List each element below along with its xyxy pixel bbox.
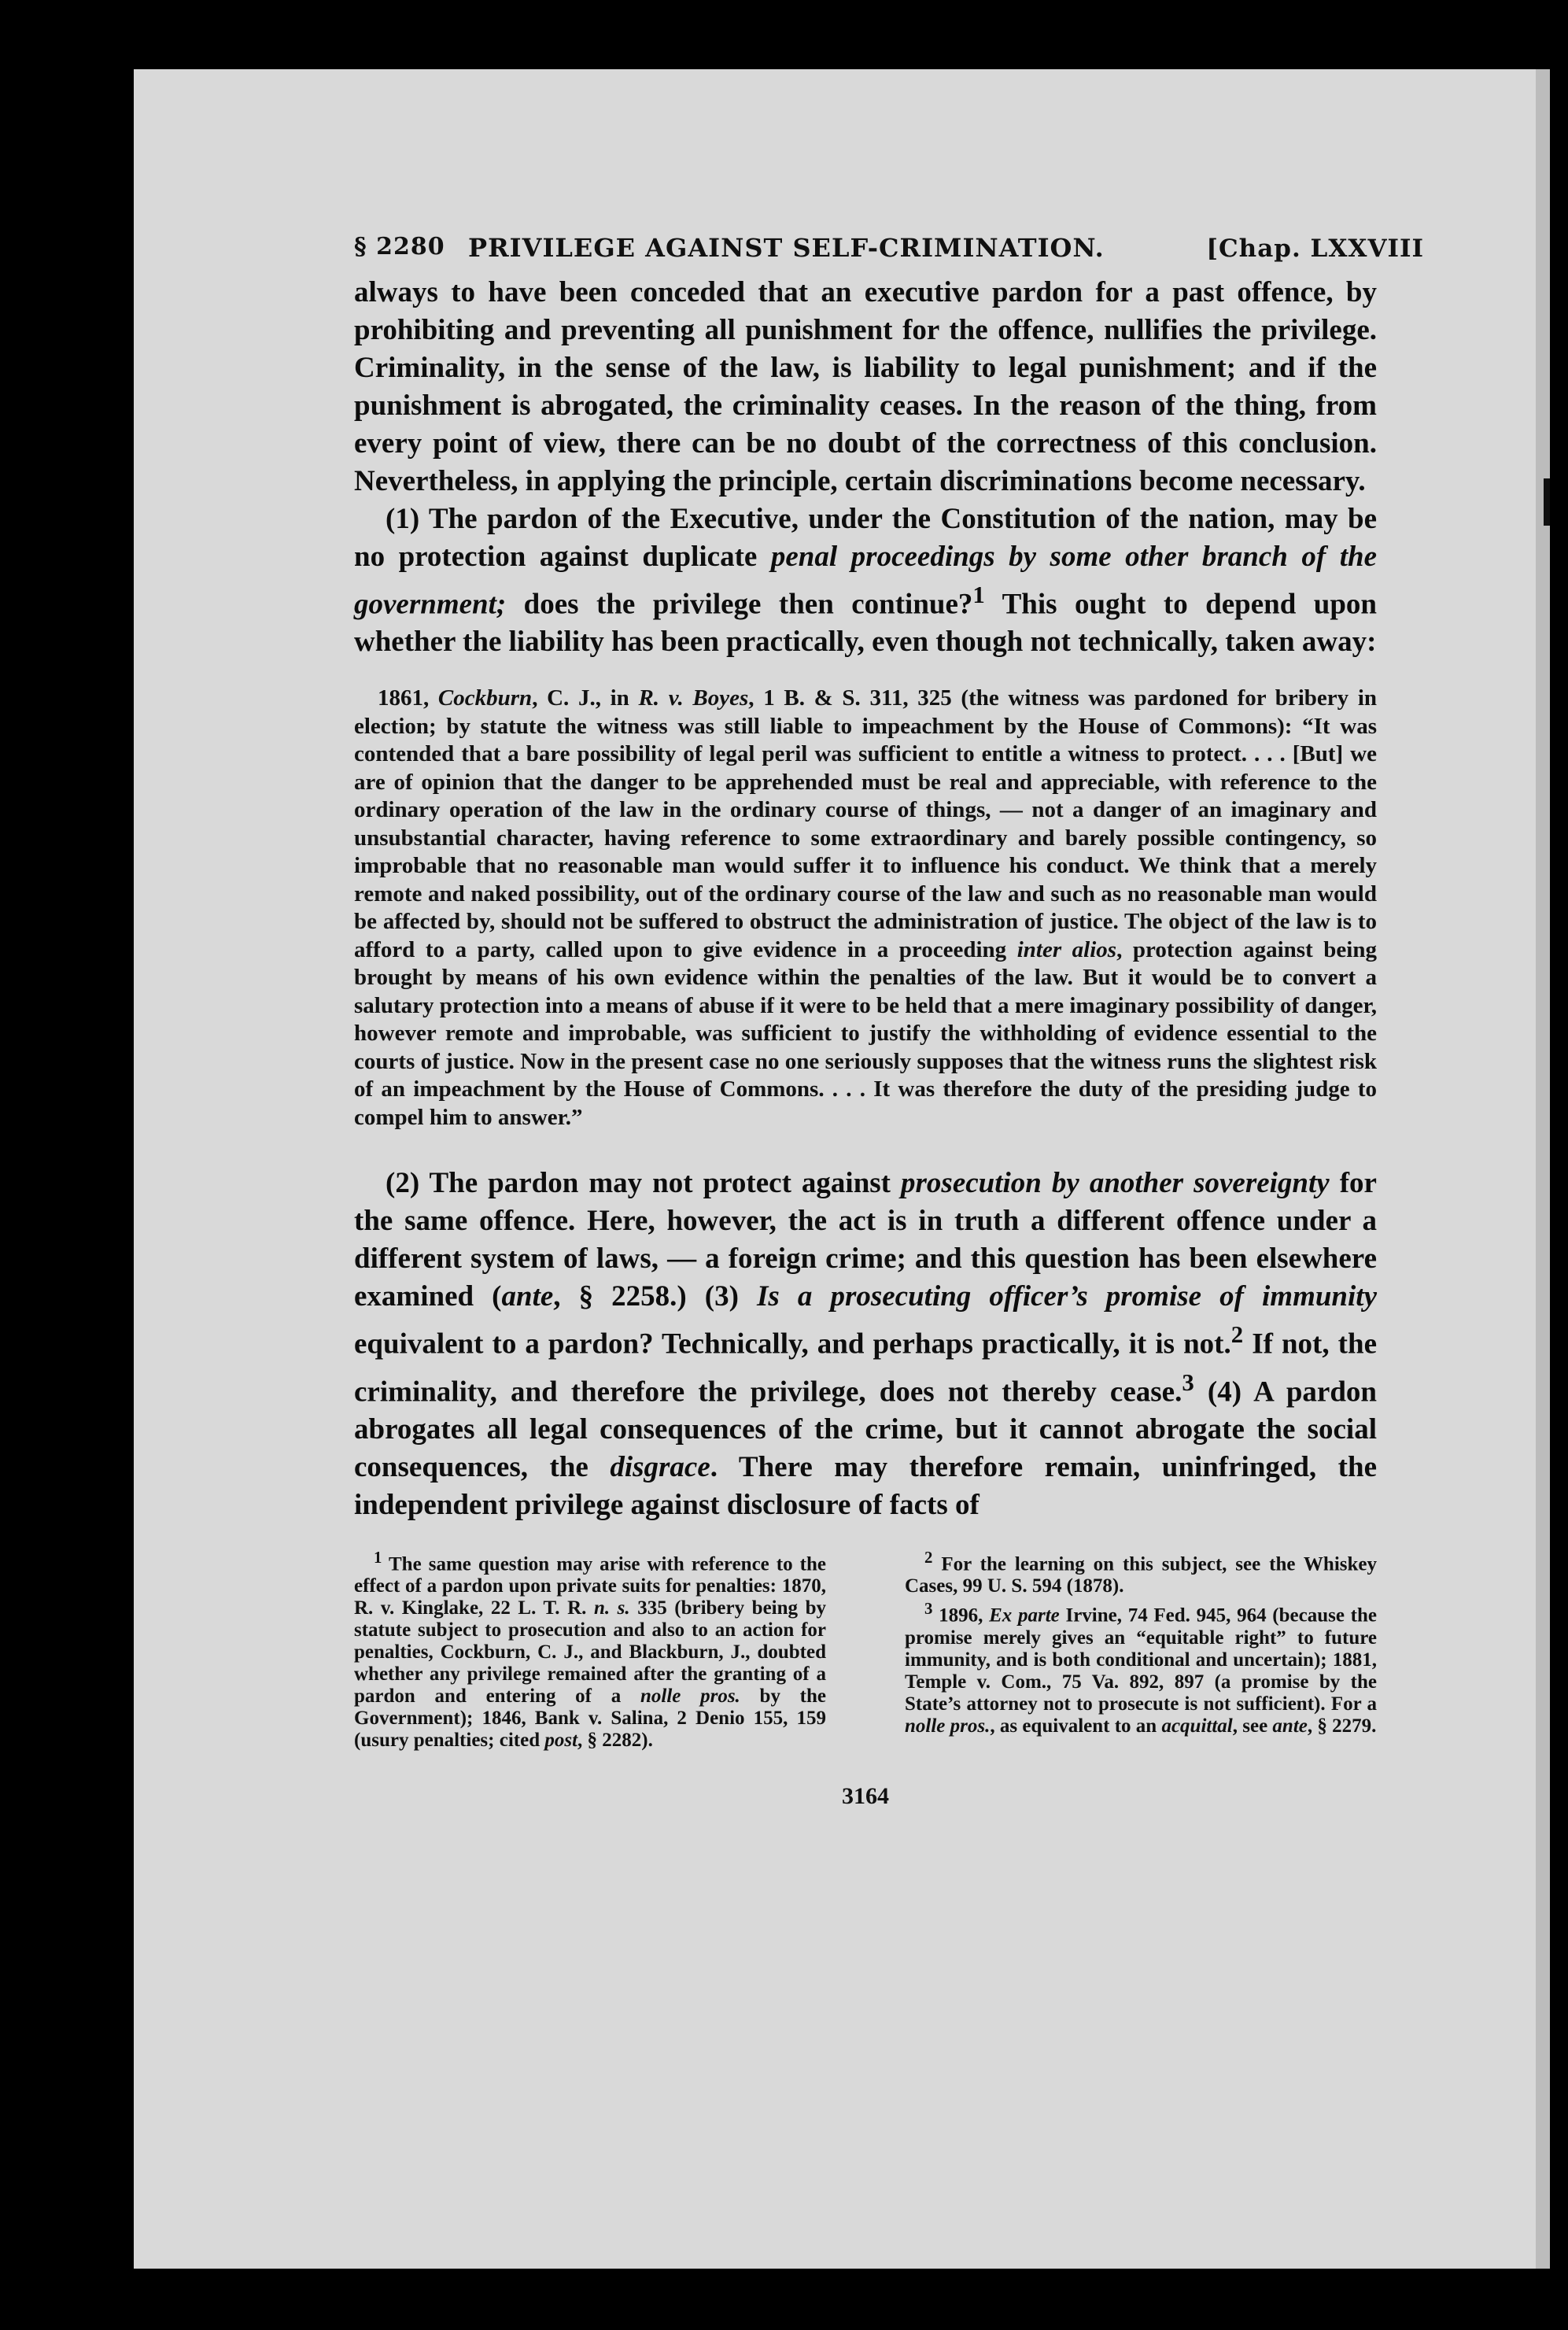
text-span: This ought to depend upon whether the liability has been practically, even though not technically, taken away: bbox=[354, 588, 1377, 659]
text-span: Irvine, 74 Fed. 945, 964 (because the promise merely gives an “equitable right” to future immunity, and is both conditional and uncertain); 1881, Temple v. Com., 75 Va. 892, 897 (a promise by the State’s attorney not to prosecute is not sufficient). For a bbox=[905, 1604, 1377, 1715]
italic-disgrace: disgrace bbox=[610, 1450, 710, 1483]
footnotes bbox=[354, 1546, 1377, 1752]
text-span: by the Government); 1846, Bank v. Salina, 2 Denio 155, 159 (usury penalties; cited bbox=[354, 1686, 827, 1752]
footnote-ref-2: 2 bbox=[1230, 1321, 1244, 1349]
italic-phrase: Is a prosecuting officer’s promise of immunity bbox=[757, 1280, 1377, 1313]
text-span: 1861, bbox=[378, 685, 438, 711]
text-span: (2) The pardon may not protect against bbox=[386, 1167, 902, 1200]
text-span: equivalent to a pardon? Technically, and perhaps practically, it is not. bbox=[354, 1327, 1231, 1361]
text-span: , 1 B. & S. 311, 325 (the witness was pardoned for bribery in election; by statute the witness was still liable to impeachment by the House of Commons): “It was contended that a bare possibility of legal peril was sufficient to entitle a witness to protect. . . . [But] we are of opinion that the danger to be apprehended must be real and appreciable, with reference to the ordinary operation of the law in the ordinary course of things, — not a danger of an imaginary and unsubstantial character, having reference to some extraordinary and barely possible contingency, so improbable that no reasonable man would suffer it to influence his conduct. We think that a merely remote and naked possibility, out of the ordinary course of the law and such as no reasonable man would be affected by, should not be suffered to obstruct the administration of justice. The object of the law is to afford to a party, called upon to give evidence in a proceeding bbox=[354, 685, 1377, 962]
page-edge-shadow bbox=[1536, 69, 1550, 2269]
text-span: for the same offence. Here, however, the act is in truth a different offence under a different system of laws, — a foreign crime; and this question has been elsewhere examined ( bbox=[354, 1167, 1377, 1313]
italic-abbrev: ante bbox=[1272, 1715, 1308, 1737]
italic-abbrev: nolle pros. bbox=[905, 1715, 991, 1737]
section-number: § 2280 bbox=[354, 233, 445, 260]
footnote-1 bbox=[354, 1546, 826, 1752]
text-span: , as equivalent to an bbox=[990, 1715, 1162, 1737]
page-number: 3164 bbox=[842, 1783, 889, 1810]
body-paragraph-3 bbox=[354, 1165, 1377, 1524]
page-edge-mark bbox=[1544, 478, 1550, 526]
italic-phrase: penal proceedings by some other branch of the government; bbox=[354, 541, 1377, 621]
italic-abbrev: Ex parte bbox=[989, 1604, 1060, 1627]
chapter-label: [Chap. LXXVIII bbox=[1206, 234, 1424, 263]
footnote-ref-3: 3 bbox=[1182, 1368, 1194, 1396]
footnote-ref-1: 1 bbox=[972, 582, 985, 608]
text-span: (1) The pardon of the Executive, under the Constitution of the nation, may be no protection against duplicate bbox=[354, 503, 1377, 573]
text-span: . There may therefore remain, uninfringed, the independent privilege against disclosure of facts of bbox=[354, 1450, 1378, 1521]
italic-phrase: prosecution by another sovereignty bbox=[901, 1167, 1330, 1200]
text-span: does the privilege then continue? bbox=[506, 588, 973, 621]
italic-abbrev: post bbox=[544, 1730, 578, 1752]
text-span: The same question may arise with reference to the effect of a pardon upon private suits for penalties: 1870, R. v. Kinglake, 22 L. T. R. bbox=[354, 1553, 826, 1619]
block-quotation bbox=[354, 685, 1377, 1132]
footnote-3 bbox=[905, 1597, 1377, 1737]
page-content bbox=[354, 227, 1424, 1810]
text-span: 1896, bbox=[932, 1604, 990, 1627]
text-span: 335 (bribery being by statute subject to prosecution and also to an action for penalties, Cockburn, C. J., and Blackburn, J., doubted whether any privilege remained after the granting of a pardon and entering of a bbox=[354, 1597, 827, 1708]
body-paragraph-2 bbox=[354, 500, 1377, 661]
text-span: , protection against being brought by means of his own evidence within the penalties of the law. But it would be to convert a salutary protection into a means of abuse if it were to be held that a mere imaginary possibility of danger, however remote and improbable, was sufficient to justify the withholding of evidence essential to the courts of justice. Now in the present case no one seriously supposes that the witness runs the slightest risk of an impeachment by the House of Commons. . . . It was therefore the duty of the presiding judge to compel him to answer.” bbox=[354, 936, 1377, 1130]
text-span: , see bbox=[1232, 1715, 1273, 1737]
italic-ante: ante bbox=[501, 1280, 554, 1313]
italic-abbrev: n. s. bbox=[593, 1597, 630, 1619]
text-span: , § 2258.) (3) bbox=[553, 1280, 758, 1313]
body-paragraph-1: always to have been conceded that an executive pardon for a past offence, by prohibiting and preventing all punishment for the offence, nullifies the privilege. Criminality, in the sense of the law, is liability to legal punishment; and if the punishment is abrogated, the criminality ceases. In the reason of the thing, from every point of view, there can be no doubt of the correctness of this conclusion. Nevertheless, in applying the principle, certain discriminations become necessary. bbox=[354, 276, 1377, 497]
footnote-column-left bbox=[354, 1546, 826, 1752]
text-span: , C. J., in bbox=[532, 685, 639, 711]
text-span: , § 2279. bbox=[1307, 1715, 1377, 1737]
running-header bbox=[354, 227, 1424, 274]
italic-latin: inter alios bbox=[1016, 936, 1117, 962]
footnote-number: 2 bbox=[924, 1547, 933, 1567]
footnote-number: 1 bbox=[374, 1547, 382, 1567]
scanned-page bbox=[134, 69, 1550, 2269]
footnote-2 bbox=[905, 1546, 1377, 1597]
text-span: (4) A pardon abrogates all legal consequences of the crime, but it cannot abrogate the social consequences, the bbox=[354, 1375, 1378, 1483]
italic-abbrev: acquittal bbox=[1161, 1715, 1233, 1737]
italic-judge: Cockburn bbox=[437, 685, 533, 711]
italic-abbrev: nolle pros. bbox=[640, 1686, 740, 1708]
italic-case-name: R. v. Boyes bbox=[638, 685, 749, 711]
footnote-column-right bbox=[905, 1546, 1377, 1752]
text-span: , § 2282). bbox=[577, 1730, 653, 1752]
footnote-number: 3 bbox=[924, 1599, 933, 1619]
running-title: PRIVILEGE AGAINST SELF-CRIMINATION. bbox=[468, 233, 1105, 263]
text-span: If not, the criminality, and therefore the privilege, does not thereby cease. bbox=[354, 1327, 1377, 1408]
text-span: For the learning on this subject, see the Whiskey Cases, 99 U. S. 594 (1878). bbox=[905, 1553, 1377, 1597]
